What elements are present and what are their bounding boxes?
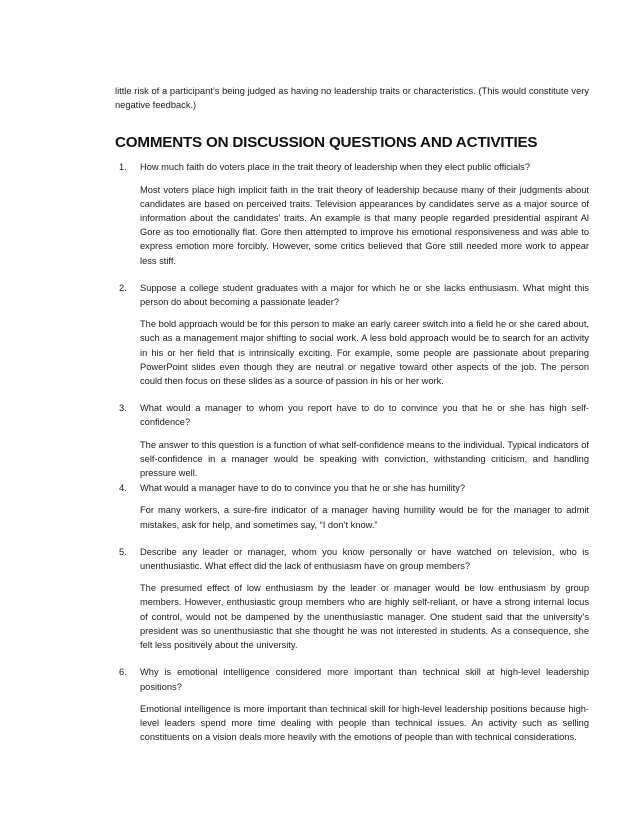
answer-text: The answer to this question is a function of what self-confidence means to the individual. Typical indicators of self-confidence in a manager would be speaking with conviction, withstanding criticism, and handling pressure well. (140, 439, 589, 479)
question-number: 5. (119, 546, 127, 557)
document-page (115, 84, 589, 744)
question-item-1 (115, 160, 589, 267)
answer-text: Emotional intelligence is more important than technical skill for high-level leadership positions because high-level leaders spend more time dealing with people than technical issues. An activity such as selling constituents on a vision deals more heavily with the emotions of people than with technical considerations. (140, 703, 589, 743)
intro-paragraph: little risk of a participant’s being judged as having no leadership traits or characteristics. (This would constitute very negative feedback.) (115, 86, 589, 111)
question-item-3 (115, 401, 589, 480)
question-number: 3. (119, 403, 127, 414)
question-text: Why is emotional intelligence considered more important than technical skill at high-level leadership positions? (140, 667, 589, 692)
question-item-6 (115, 665, 589, 744)
answer-text: The presumed effect of low enthusiasm by the leader or manager would be low enthusiasm by group members. However, enthusiastic group members who are highly self-reliant, or have a strong internal locus of control, would not be dampened by the unenthusiastic manager. One student said that the university’s president was so unenthusiastic that she thought he was not interested in students. As a consequence, she felt less positively about the university. (140, 583, 589, 651)
answer-text: The bold approach would be for this person to make an early career switch into a field he or she cared about, such as a management major shifting to social work. A less bold approach would be to search for an activity in his or her field that is intrinsically exciting. For example, some people are passionate about preparing PowerPoint slides even though they are neutral or negative toward other aspects of the job. The person could then focus on these slides as a source of passion in his or her work. (140, 319, 589, 387)
discussion-question-list (115, 160, 589, 744)
question-text: How much faith do voters place in the trait theory of leadership when they elect public officials? (140, 162, 530, 173)
question-text: What would a manager have to do to convince you that he or she has humility? (140, 483, 466, 494)
question-item-4 (115, 481, 589, 532)
question-text: What would a manager to whom you report have to do to convince you that he or she has high self-confidence? (140, 403, 589, 428)
question-text: Suppose a college student graduates with a major for which he or she lacks enthusiasm. What might this person do about becoming a passionate leader? (140, 282, 589, 308)
answer-text: Most voters place high implicit faith in the trait theory of leadership because many of their judgments about candidates are based on perceived traits. Television appearances by candidates serve as a major source of information about the candidates’ traits. An example is that many people regarded presidential aspirant Al Gore as too emotionally flat. Gore then attempted to improve his emotional responsiveness and was able to express emotion more forcibly. However, some critics believed that Gore still needed more work to appear less stiff. (140, 184, 589, 266)
question-item-5 (115, 545, 589, 652)
question-number: 4. (119, 483, 127, 494)
question-number: 1. (119, 162, 127, 173)
section-heading: COMMENTS ON DISCUSSION QUESTIONS AND ACTIVITIES (115, 134, 538, 152)
question-number: 2. (119, 282, 127, 293)
answer-text: For many workers, a sure-fire indicator of a manager having humility would be for the manager to admit mistakes, ask for help, and sometimes say, “I don’t know.” (140, 505, 589, 530)
question-number: 6. (119, 667, 127, 678)
question-text: Describe any leader or manager, whom you know personally or have watched on television, who is unenthusiastic. What effect did the lack of enthusiasm have on group members? (140, 546, 589, 572)
question-item-2 (115, 281, 589, 388)
